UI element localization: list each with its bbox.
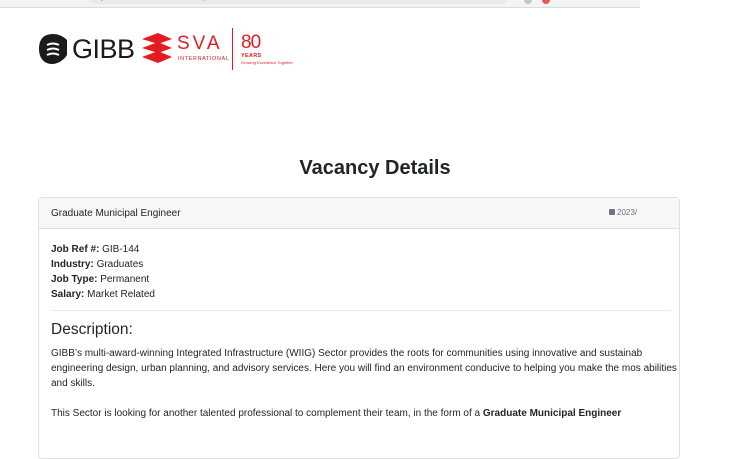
section-divider [51, 310, 671, 311]
anniversary-number: 80 [241, 32, 261, 53]
anniversary-badge [241, 33, 293, 65]
meta-value: Permanent [100, 274, 150, 285]
meta-label: Job Ref #: [51, 244, 100, 255]
meta-value: GIB-144 [102, 244, 140, 255]
calendar-icon [609, 209, 615, 215]
anniversary-label: YEARS [241, 53, 262, 59]
description-paragraph: GIBB’s multi-award-winning Integrated Infrastructure (WIIG) Sector provides the roots for communities using innovative and sustainab engineering design, urban planning, and advisory services. Here you will find an environment conducive to helping you make the mos abilities and skills. [51, 348, 677, 389]
gibb-mark-icon [38, 33, 68, 65]
vacancy-card [38, 197, 680, 459]
meta-row-industry [51, 257, 155, 272]
gibb-logo-text: GIBB [72, 33, 135, 64]
browser-toolbar [0, 0, 640, 8]
meta-row-job-ref [51, 242, 155, 257]
anniversary-tagline: Growing Excellence Together [241, 60, 293, 65]
browser-extension-icon[interactable] [524, 0, 532, 4]
meta-row-job-type [51, 272, 155, 287]
address-bar-text[interactable] [100, 0, 233, 1]
vacancy-date-text: 2023/ [617, 208, 638, 217]
sva-logo-subtitle: INTERNATIONAL [178, 56, 230, 62]
page-title: Vacancy Details [299, 157, 451, 179]
description-paragraph-2 [51, 406, 691, 421]
description-text: This Sector is looking for another talented professional to complement their team, in the form of a [51, 408, 483, 419]
gibb-logo[interactable] [38, 32, 135, 66]
vacancy-meta [51, 242, 155, 302]
meta-row-salary [51, 287, 155, 302]
description-heading: Description: [51, 321, 133, 338]
description-role-name: Graduate Municipal Engineer [482, 408, 622, 419]
meta-label: Salary: [51, 289, 85, 300]
vacancy-title: Graduate Municipal Engineer [51, 208, 181, 219]
description-body [51, 346, 691, 436]
logo-divider [232, 28, 233, 70]
meta-value: Graduates [96, 259, 144, 270]
browser-profile-icon[interactable] [542, 0, 550, 4]
vacancy-card-header [39, 198, 679, 229]
meta-label: Job Type: [51, 274, 98, 285]
meta-label: Industry: [51, 259, 94, 270]
vacancy-date [609, 208, 637, 217]
meta-value: Market Related [87, 289, 155, 300]
sva-logo-text: SVA [177, 33, 223, 54]
sva-mark-icon [140, 32, 174, 64]
